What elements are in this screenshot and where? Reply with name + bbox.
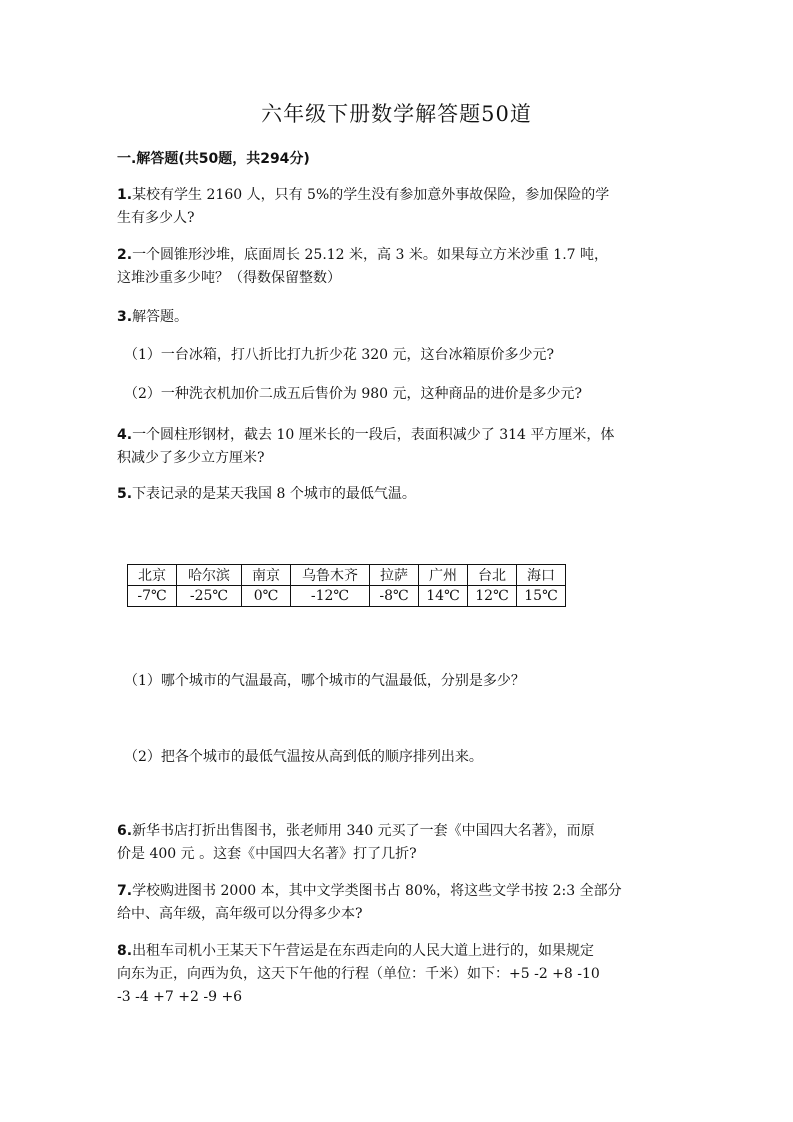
question-number: 7. <box>117 883 133 899</box>
city-cell: 南京 <box>242 565 291 586</box>
question-7 <box>117 880 677 926</box>
question-4 <box>117 424 677 470</box>
question-number: 2. <box>117 247 133 263</box>
question-text: 一个圆锥形沙堆，底面周长 25.12 米，高 3 米。如果每立方米沙重 1.7 吨， <box>132 247 609 263</box>
question-text: 生有多少人? <box>117 210 195 226</box>
question-text: 向东为正，向西为负，这天下午他的行程（单位：千米）如下：+5 -2 +8 -10 <box>117 966 600 982</box>
section-heading: 一.解答题(共50题，共294分) <box>117 151 310 167</box>
temp-cell: 12℃ <box>468 586 517 607</box>
question-5-sub-1: （1）哪个城市的气温最高，哪个城市的气温最低，分别是多少？ <box>124 673 525 689</box>
page-title: 六年级下册数学解答题50道 <box>261 102 532 126</box>
temp-cell: 0℃ <box>242 586 291 607</box>
temp-cell: -12℃ <box>291 586 370 607</box>
question-text: 出租车司机小王某天下午营运是在东西走向的人民大道上进行的，如果规定 <box>132 943 595 959</box>
question-text: 新华书店打折出售图书，张老师用 340 元买了一套《中国四大名著》，而原 <box>132 823 595 839</box>
question-text: 学校购进图书 2000 本，其中文学类图书占 80%，将这些文学书按 2:3 全部分 <box>132 883 622 899</box>
question-number: 6. <box>117 823 133 839</box>
question-text: 这堆沙重多少吨？（得数保留整数） <box>117 270 341 286</box>
question-text: 下表记录的是某天我国 8 个城市的最低气温。 <box>132 486 416 502</box>
city-row <box>128 565 566 586</box>
question-text: -3 -4 +7 +2 -9 +6 <box>117 989 243 1005</box>
city-cell: 哈尔滨 <box>177 565 242 586</box>
question-3-sub-1: （1）一台冰箱，打八折比打九折少花 320 元，这台冰箱原价多少元? <box>124 347 555 363</box>
question-2 <box>117 244 677 290</box>
question-6 <box>117 820 677 866</box>
temp-cell: 15℃ <box>517 586 566 607</box>
question-text: 某校有学生 2160 人，只有 5%的学生没有参加意外事故保险，参加保险的学 <box>132 187 610 203</box>
question-5-sub-2: （2）把各个城市的最低气温按从高到低的顺序排列出来。 <box>124 749 483 765</box>
temp-cell: -8℃ <box>370 586 419 607</box>
question-text: 一个圆柱形钢材，截去 10 厘米长的一段后，表面积减少了 314 平方厘米，体 <box>132 427 615 443</box>
city-cell: 台北 <box>468 565 517 586</box>
temp-cell: -25℃ <box>177 586 242 607</box>
city-cell: 广州 <box>419 565 468 586</box>
question-8 <box>117 940 677 1009</box>
question-1 <box>117 184 677 230</box>
question-number: 3. <box>117 309 133 325</box>
temp-cell: -7℃ <box>128 586 177 607</box>
city-cell: 拉萨 <box>370 565 419 586</box>
city-cell: 乌鲁木齐 <box>291 565 370 586</box>
question-number: 4. <box>117 427 133 443</box>
question-3 <box>117 306 677 329</box>
temperature-table <box>127 564 566 607</box>
question-text: 价是 400 元 。这套《中国四大名著》打了几折? <box>117 846 417 862</box>
question-number: 8. <box>117 943 133 959</box>
question-number: 5. <box>117 486 133 502</box>
question-text: 积减少了多少立方厘米? <box>117 450 265 466</box>
city-cell: 海口 <box>517 565 566 586</box>
question-text: 给中、高年级，高年级可以分得多少本? <box>117 906 363 922</box>
question-text: 解答题。 <box>132 309 189 325</box>
city-cell: 北京 <box>128 565 177 586</box>
temp-cell: 14℃ <box>419 586 468 607</box>
question-5 <box>117 483 677 506</box>
question-3-sub-2: （2）一种洗衣机加价二成五后售价为 980 元，这种商品的进价是多少元? <box>124 386 583 402</box>
question-number: 1. <box>117 187 133 203</box>
temp-row <box>128 586 566 607</box>
